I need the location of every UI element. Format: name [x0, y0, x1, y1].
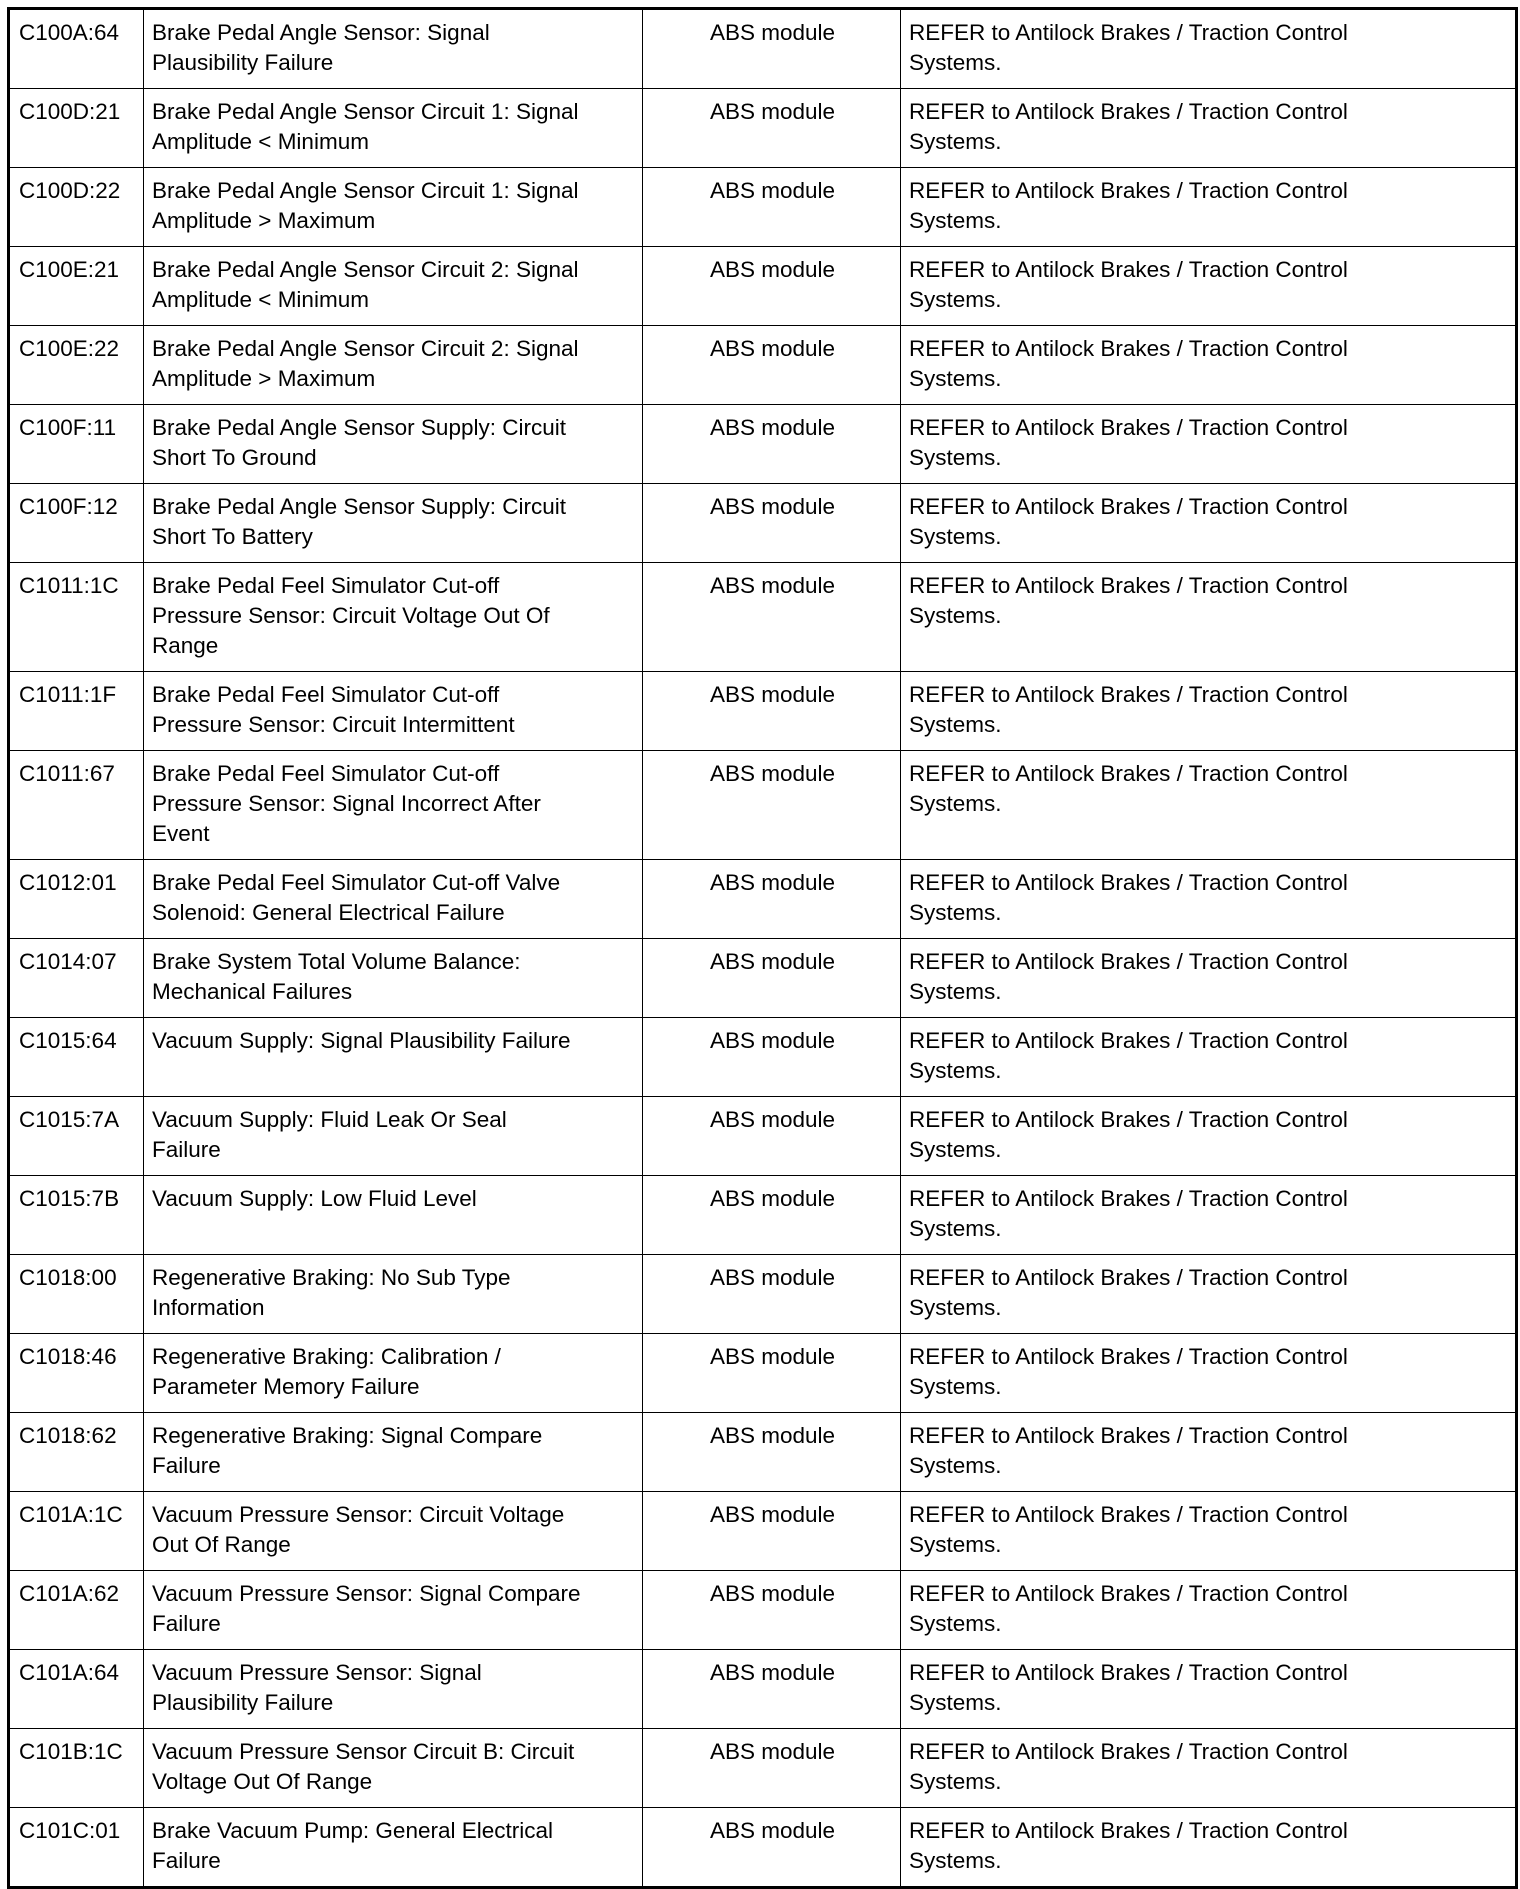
dtc-module: ABS module	[643, 1729, 901, 1808]
dtc-code: C1018:00	[9, 1255, 144, 1334]
dtc-action: REFER to Antilock Brakes / Traction Control Systems.	[901, 751, 1517, 860]
dtc-action: REFER to Antilock Brakes / Traction Control Systems.	[901, 1176, 1517, 1255]
dtc-module: ABS module	[643, 326, 901, 405]
dtc-module: ABS module	[643, 1413, 901, 1492]
dtc-description: Brake System Total Volume Balance: Mechanical Failures	[144, 939, 643, 1018]
dtc-description: Brake Pedal Angle Sensor Circuit 1: Signal Amplitude > Maximum	[144, 168, 643, 247]
dtc-description: Regenerative Braking: No Sub Type Information	[144, 1255, 643, 1334]
dtc-action: REFER to Antilock Brakes / Traction Control Systems.	[901, 563, 1517, 672]
dtc-module: ABS module	[643, 168, 901, 247]
dtc-description: Brake Vacuum Pump: General Electrical Failure	[144, 1808, 643, 1888]
dtc-description: Vacuum Pressure Sensor Circuit B: Circuit Voltage Out Of Range	[144, 1729, 643, 1808]
table-row	[9, 9, 1517, 89]
table-row	[9, 1097, 1517, 1176]
dtc-action: REFER to Antilock Brakes / Traction Control Systems.	[901, 9, 1517, 89]
dtc-code: C1015:64	[9, 1018, 144, 1097]
dtc-action: REFER to Antilock Brakes / Traction Control Systems.	[901, 247, 1517, 326]
dtc-action: REFER to Antilock Brakes / Traction Control Systems.	[901, 89, 1517, 168]
dtc-description: Brake Pedal Angle Sensor Circuit 2: Signal Amplitude > Maximum	[144, 326, 643, 405]
dtc-code: C101A:62	[9, 1571, 144, 1650]
dtc-action: REFER to Antilock Brakes / Traction Control Systems.	[901, 484, 1517, 563]
dtc-action: REFER to Antilock Brakes / Traction Control Systems.	[901, 1413, 1517, 1492]
table-row	[9, 405, 1517, 484]
table-row	[9, 1334, 1517, 1413]
table-row	[9, 1492, 1517, 1571]
dtc-module: ABS module	[643, 1176, 901, 1255]
dtc-action: REFER to Antilock Brakes / Traction Control Systems.	[901, 168, 1517, 247]
dtc-code: C100D:22	[9, 168, 144, 247]
table-row	[9, 860, 1517, 939]
dtc-module: ABS module	[643, 405, 901, 484]
dtc-code: C1015:7A	[9, 1097, 144, 1176]
dtc-module: ABS module	[643, 751, 901, 860]
dtc-module: ABS module	[643, 860, 901, 939]
table-row	[9, 1255, 1517, 1334]
dtc-code: C1018:62	[9, 1413, 144, 1492]
table-row	[9, 484, 1517, 563]
dtc-action: REFER to Antilock Brakes / Traction Control Systems.	[901, 1018, 1517, 1097]
dtc-module: ABS module	[643, 89, 901, 168]
dtc-description: Vacuum Supply: Signal Plausibility Failure	[144, 1018, 643, 1097]
table-row	[9, 939, 1517, 1018]
dtc-description: Brake Pedal Angle Sensor Supply: Circuit Short To Battery	[144, 484, 643, 563]
dtc-code: C101A:1C	[9, 1492, 144, 1571]
table-row	[9, 751, 1517, 860]
dtc-code: C100F:12	[9, 484, 144, 563]
dtc-module: ABS module	[643, 1255, 901, 1334]
dtc-module: ABS module	[643, 939, 901, 1018]
table-row	[9, 1729, 1517, 1808]
table-row	[9, 1808, 1517, 1888]
dtc-code: C100E:22	[9, 326, 144, 405]
dtc-code: C101A:64	[9, 1650, 144, 1729]
table-row	[9, 168, 1517, 247]
dtc-action: REFER to Antilock Brakes / Traction Control Systems.	[901, 939, 1517, 1018]
dtc-module: ABS module	[643, 563, 901, 672]
table-row	[9, 563, 1517, 672]
dtc-module: ABS module	[643, 1650, 901, 1729]
dtc-module: ABS module	[643, 1018, 901, 1097]
dtc-module: ABS module	[643, 247, 901, 326]
dtc-description: Brake Pedal Angle Sensor Circuit 2: Signal Amplitude < Minimum	[144, 247, 643, 326]
dtc-description: Brake Pedal Angle Sensor: Signal Plausibility Failure	[144, 9, 643, 89]
dtc-code: C100A:64	[9, 9, 144, 89]
dtc-action: REFER to Antilock Brakes / Traction Control Systems.	[901, 860, 1517, 939]
dtc-module: ABS module	[643, 1492, 901, 1571]
dtc-description: Brake Pedal Feel Simulator Cut-off Valve Solenoid: General Electrical Failure	[144, 860, 643, 939]
dtc-description: Brake Pedal Angle Sensor Supply: Circuit Short To Ground	[144, 405, 643, 484]
dtc-description: Vacuum Supply: Low Fluid Level	[144, 1176, 643, 1255]
table-row	[9, 1413, 1517, 1492]
dtc-module: ABS module	[643, 1334, 901, 1413]
dtc-module: ABS module	[643, 1097, 901, 1176]
dtc-code: C1012:01	[9, 860, 144, 939]
dtc-module: ABS module	[643, 672, 901, 751]
dtc-action: REFER to Antilock Brakes / Traction Control Systems.	[901, 405, 1517, 484]
dtc-description: Brake Pedal Feel Simulator Cut-off Pressure Sensor: Circuit Intermittent	[144, 672, 643, 751]
dtc-action: REFER to Antilock Brakes / Traction Control Systems.	[901, 1729, 1517, 1808]
table-row	[9, 672, 1517, 751]
dtc-module: ABS module	[643, 1571, 901, 1650]
dtc-action: REFER to Antilock Brakes / Traction Control Systems.	[901, 1255, 1517, 1334]
table-row	[9, 1176, 1517, 1255]
dtc-table	[7, 7, 1518, 1889]
dtc-module: ABS module	[643, 9, 901, 89]
dtc-action: REFER to Antilock Brakes / Traction Control Systems.	[901, 1571, 1517, 1650]
dtc-description: Regenerative Braking: Signal Compare Failure	[144, 1413, 643, 1492]
dtc-description: Vacuum Pressure Sensor: Circuit Voltage Out Of Range	[144, 1492, 643, 1571]
table-row	[9, 1650, 1517, 1729]
dtc-action: REFER to Antilock Brakes / Traction Control Systems.	[901, 1808, 1517, 1888]
table-row	[9, 1018, 1517, 1097]
table-row	[9, 89, 1517, 168]
dtc-code: C100E:21	[9, 247, 144, 326]
dtc-action: REFER to Antilock Brakes / Traction Control Systems.	[901, 1334, 1517, 1413]
table-row	[9, 326, 1517, 405]
dtc-code: C1011:1F	[9, 672, 144, 751]
dtc-description: Vacuum Pressure Sensor: Signal Plausibility Failure	[144, 1650, 643, 1729]
dtc-description: Brake Pedal Angle Sensor Circuit 1: Signal Amplitude < Minimum	[144, 89, 643, 168]
dtc-action: REFER to Antilock Brakes / Traction Control Systems.	[901, 326, 1517, 405]
table-row	[9, 1571, 1517, 1650]
dtc-code: C101C:01	[9, 1808, 144, 1888]
dtc-description: Vacuum Pressure Sensor: Signal Compare Failure	[144, 1571, 643, 1650]
dtc-description: Regenerative Braking: Calibration / Parameter Memory Failure	[144, 1334, 643, 1413]
dtc-code: C100F:11	[9, 405, 144, 484]
table-row	[9, 247, 1517, 326]
dtc-code: C1015:7B	[9, 1176, 144, 1255]
dtc-action: REFER to Antilock Brakes / Traction Control Systems.	[901, 1650, 1517, 1729]
dtc-description: Brake Pedal Feel Simulator Cut-off Pressure Sensor: Circuit Voltage Out Of Range	[144, 563, 643, 672]
dtc-module: ABS module	[643, 1808, 901, 1888]
dtc-code: C1018:46	[9, 1334, 144, 1413]
dtc-code: C1011:1C	[9, 563, 144, 672]
dtc-code: C1014:07	[9, 939, 144, 1018]
dtc-code: C1011:67	[9, 751, 144, 860]
dtc-table-body	[9, 9, 1517, 1888]
dtc-description: Brake Pedal Feel Simulator Cut-off Pressure Sensor: Signal Incorrect After Event	[144, 751, 643, 860]
dtc-action: REFER to Antilock Brakes / Traction Control Systems.	[901, 1492, 1517, 1571]
dtc-action: REFER to Antilock Brakes / Traction Control Systems.	[901, 1097, 1517, 1176]
dtc-description: Vacuum Supply: Fluid Leak Or Seal Failure	[144, 1097, 643, 1176]
dtc-code: C100D:21	[9, 89, 144, 168]
dtc-module: ABS module	[643, 484, 901, 563]
dtc-code: C101B:1C	[9, 1729, 144, 1808]
dtc-action: REFER to Antilock Brakes / Traction Control Systems.	[901, 672, 1517, 751]
